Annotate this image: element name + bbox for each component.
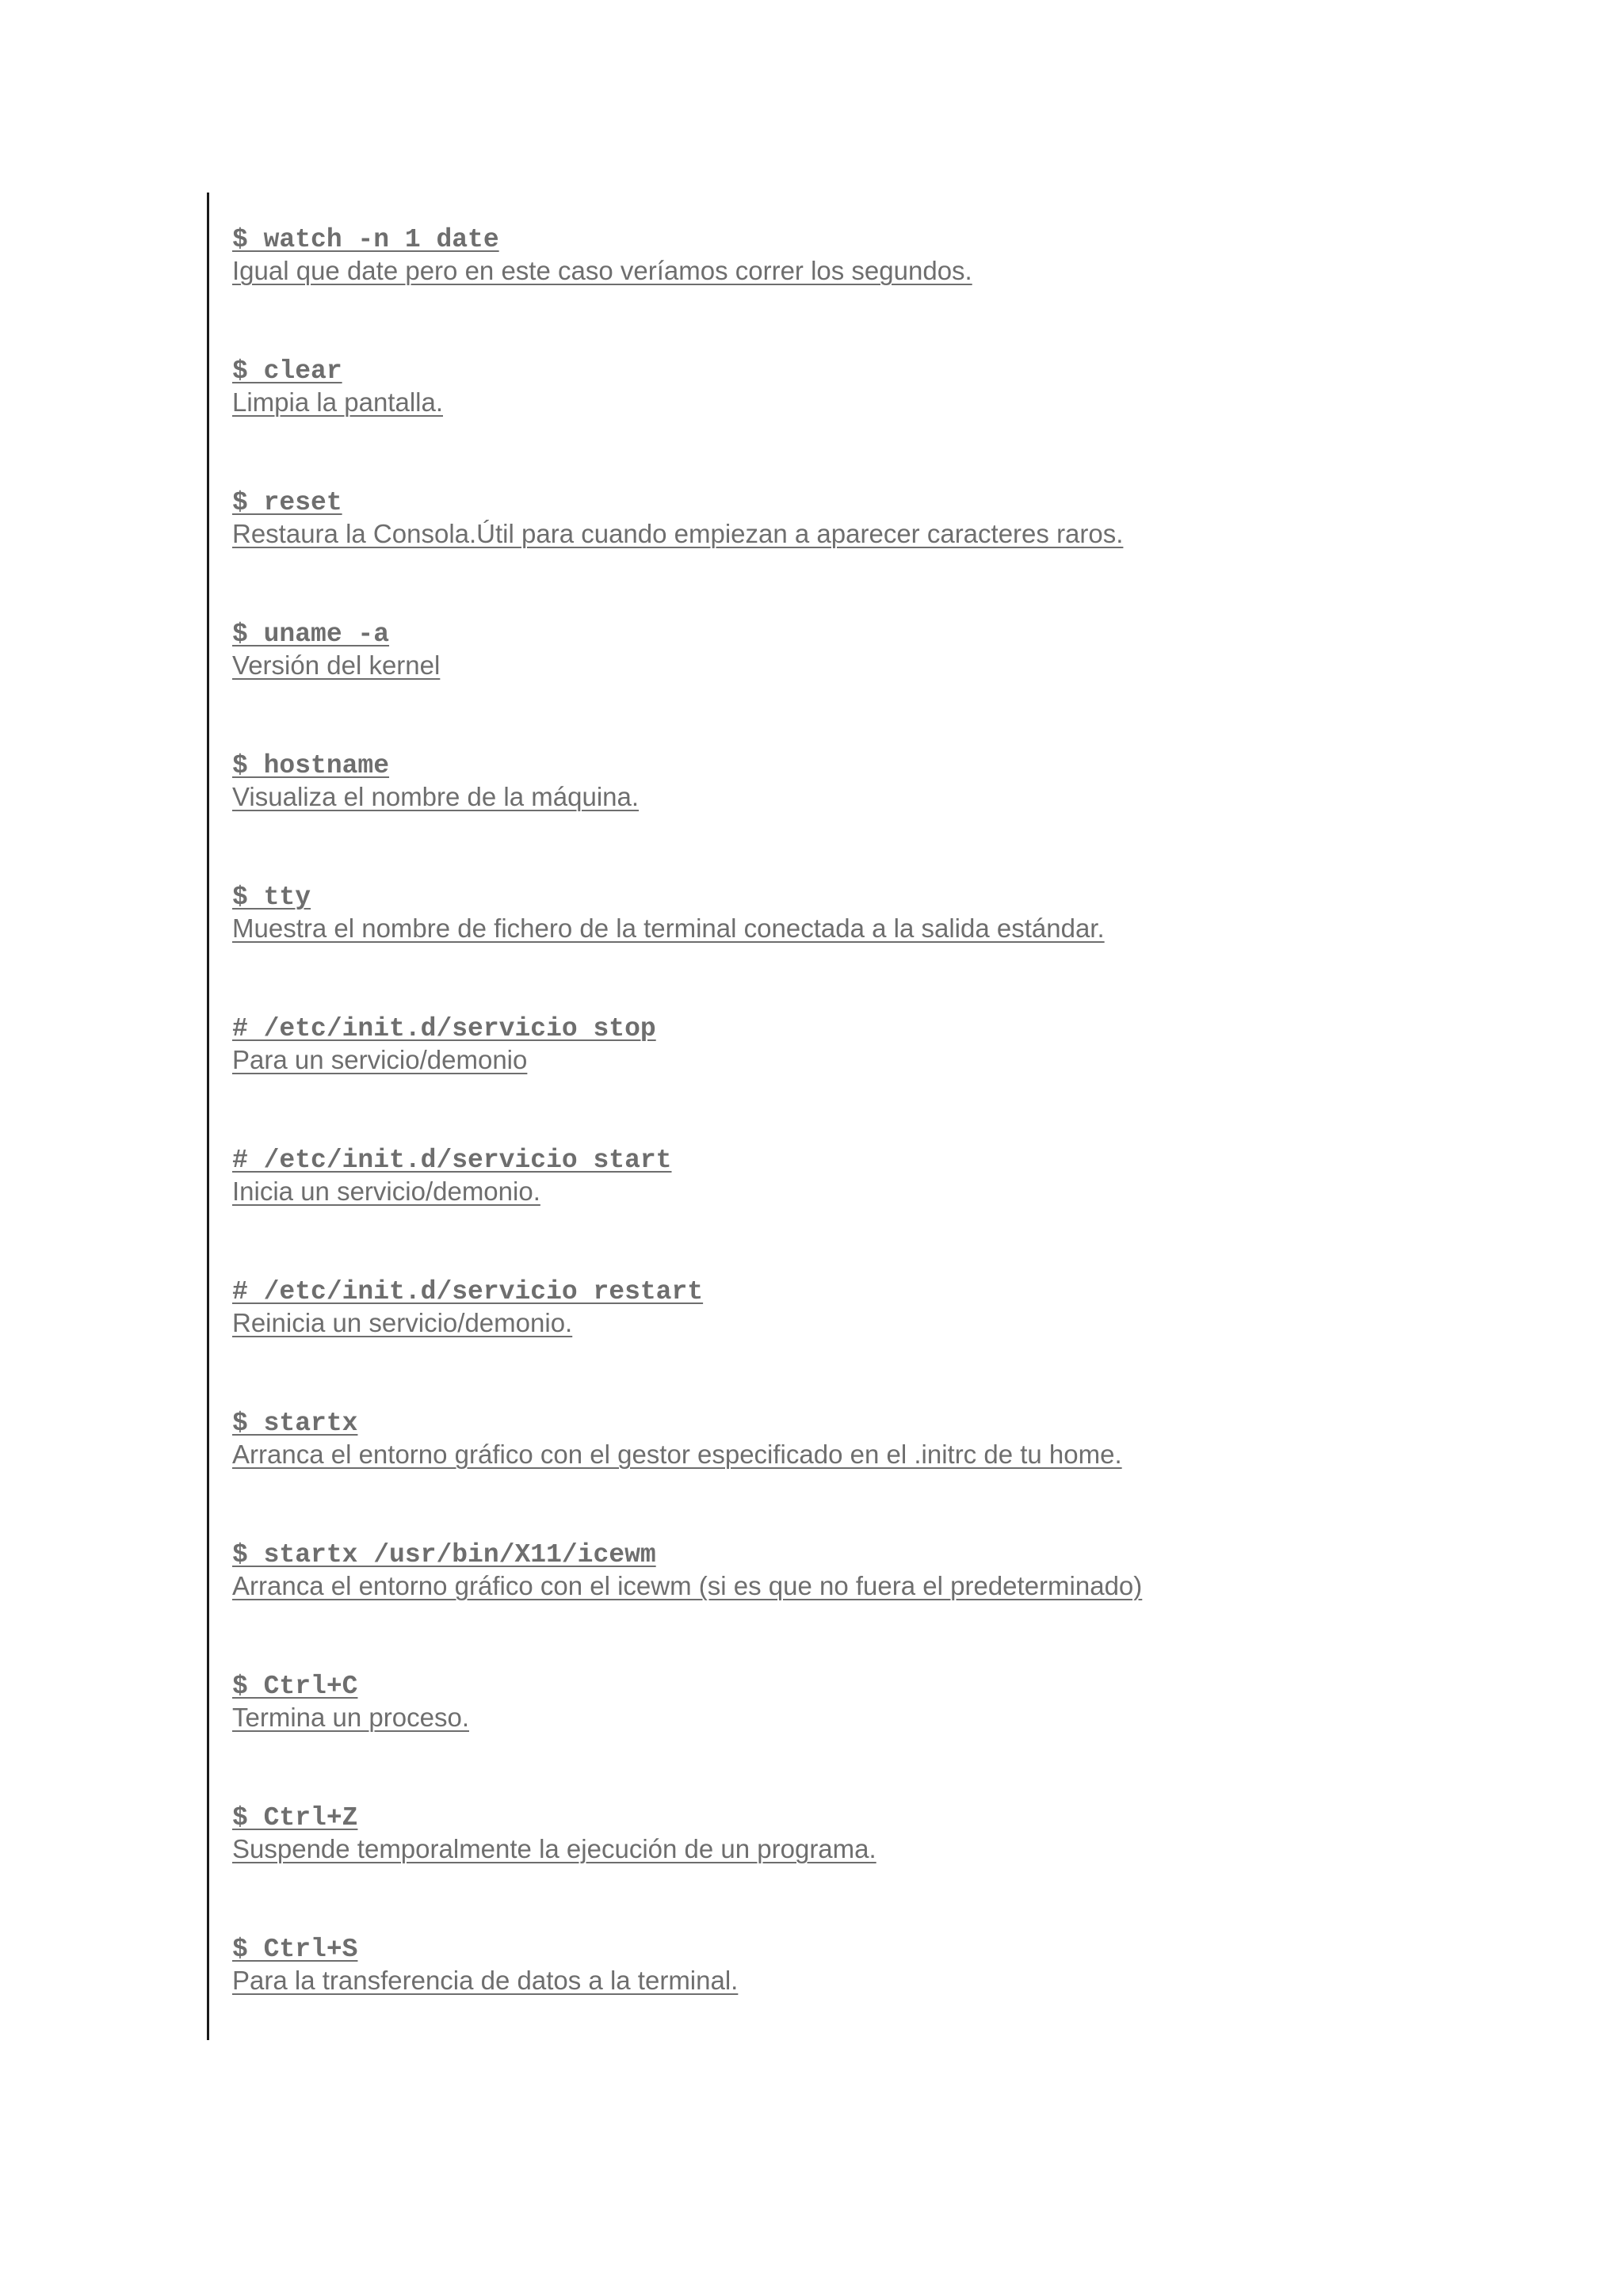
command-description[interactable]: Para un servicio/demonio — [232, 1045, 528, 1074]
command-text[interactable]: $ clear — [232, 357, 342, 386]
command-description[interactable]: Muestra el nombre de fichero de la terminal conectada a la salida estándar. — [232, 913, 1105, 943]
command-description[interactable]: Para la transferencia de datos a la terminal. — [232, 1966, 739, 1995]
command-entry — [232, 1146, 1579, 1277]
command-entry — [232, 620, 1579, 751]
command-entry — [232, 751, 1579, 883]
command-entry — [232, 1277, 1579, 1409]
command-description[interactable]: Arranca el entorno gráfico con el gestor especificado en el .initrc de tu home. — [232, 1440, 1122, 1469]
command-text[interactable]: $ tty — [232, 883, 311, 912]
command-text[interactable]: $ reset — [232, 488, 342, 517]
command-text[interactable]: $ hostname — [232, 751, 390, 780]
command-text[interactable]: $ Ctrl+S — [232, 1935, 358, 1964]
command-text[interactable]: $ watch -n 1 date — [232, 225, 499, 254]
command-entry — [232, 883, 1579, 1014]
command-list — [232, 225, 1579, 2066]
command-text[interactable]: $ Ctrl+Z — [232, 1803, 358, 1833]
command-entry — [232, 1540, 1579, 1672]
command-entry — [232, 488, 1579, 620]
command-entry — [232, 1803, 1579, 1935]
command-description[interactable]: Igual que date pero en este caso veríamos correr los segundos. — [232, 256, 972, 285]
command-text[interactable]: $ startx — [232, 1409, 358, 1438]
command-description[interactable]: Visualiza el nombre de la máquina. — [232, 782, 640, 811]
command-description[interactable]: Limpia la pantalla. — [232, 387, 443, 417]
command-description[interactable]: Arranca el entorno gráfico con el icewm (si es que no fuera el predeterminado) — [232, 1571, 1143, 1600]
command-text[interactable]: $ Ctrl+C — [232, 1672, 358, 1701]
command-entry — [232, 1409, 1579, 1540]
command-text[interactable]: # /etc/init.d/servicio stop — [232, 1014, 656, 1043]
command-description[interactable]: Versión del kernel — [232, 650, 441, 680]
command-entry — [232, 1014, 1579, 1146]
command-text[interactable]: # /etc/init.d/servicio restart — [232, 1277, 704, 1306]
left-margin-rule — [207, 193, 209, 2040]
command-entry — [232, 1672, 1579, 1803]
command-text[interactable]: # /etc/init.d/servicio start — [232, 1146, 672, 1175]
command-text[interactable]: $ startx /usr/bin/X11/icewm — [232, 1540, 656, 1569]
command-description[interactable]: Reinicia un servicio/demonio. — [232, 1308, 573, 1337]
command-text[interactable]: $ uname -a — [232, 620, 390, 649]
command-entry — [232, 1935, 1579, 2066]
command-description[interactable]: Suspende temporalmente la ejecución de un programa. — [232, 1834, 876, 1863]
command-entry — [232, 225, 1579, 357]
command-description[interactable]: Inicia un servicio/demonio. — [232, 1177, 540, 1206]
command-description[interactable]: Restaura la Consola.Útil para cuando empiezan a aparecer caracteres raros. — [232, 519, 1124, 548]
command-description[interactable]: Termina un proceso. — [232, 1703, 469, 1732]
command-entry — [232, 357, 1579, 488]
